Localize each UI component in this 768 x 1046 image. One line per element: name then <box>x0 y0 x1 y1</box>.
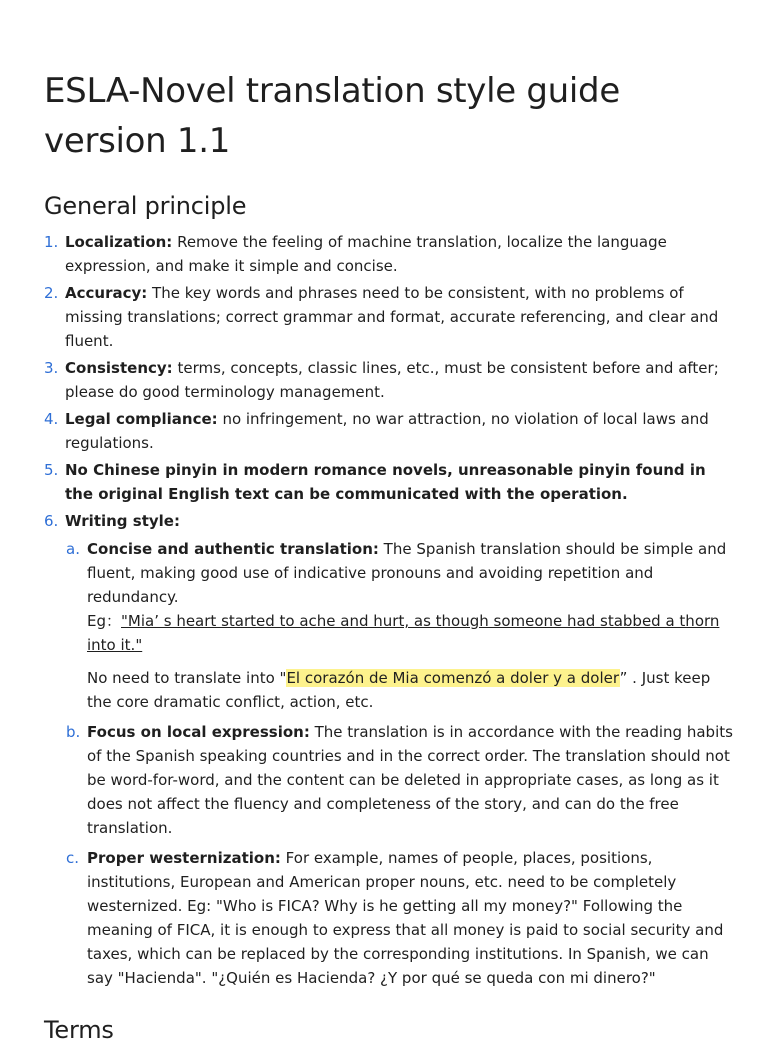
list-marker: b. <box>66 723 81 741</box>
item-text: Remove the feeling of machine translation, localize the language expression, and make it simple and concise. <box>65 233 667 275</box>
sub-list-item <box>65 720 734 840</box>
document <box>44 66 734 1046</box>
page-title: ESLA-Novel translation style guide version 1.1 <box>44 71 620 161</box>
item-text: terms, concepts, classic lines, etc., must be consistent before and after; please do good terminology management. <box>65 359 719 401</box>
item-lead: Accuracy: <box>65 284 148 302</box>
list-marker: 6. <box>44 512 59 530</box>
item-lead: Proper westernization: <box>87 849 281 867</box>
item-text: For example, names of people, places, positions, institutions, European and American proper nouns, etc. need to be completely westernized. Eg: "Who is FICA? Why is he getting all my money?" Following the meaning of FICA, it is enough to express that all money is paid to social security and taxes, which can be replaced by the corresponding institutions. In Spanish, we can say "Hacienda". "¿Quién es Hacienda? ¿Y por qué se queda con mi dinero?" <box>87 849 724 987</box>
list-marker: 1. <box>44 233 59 251</box>
example-prefix: Eg： <box>87 612 121 630</box>
item-lead: Consistency: <box>65 359 173 377</box>
example-line <box>87 609 734 657</box>
list-item <box>44 230 734 278</box>
sub-list-item <box>65 537 734 714</box>
section-heading-general: General principle <box>44 192 247 220</box>
section-heading-terms: Terms <box>44 1016 114 1044</box>
example-quote: "Mia’ s heart started to ache and hurt, as though someone had stabbed a thorn into it." <box>87 612 720 654</box>
item-text: The translation is in accordance with the reading habits of the Spanish speaking countries and in the correct order. The translation should not be word-for-word, and the content can be deleted in appropriate cases, as long as it does not affect the fluency and completeness of the story, and can do the free translation. <box>87 723 733 837</box>
item-lead: Concise and authentic translation: <box>87 540 379 558</box>
list-item-writing-style <box>44 509 734 990</box>
list-item <box>44 281 734 353</box>
note-after: ” . Just keep the core dramatic conflict, action, etc. <box>87 669 711 711</box>
item-text: The Spanish translation should be simple and fluent, making good use of indicative pronouns and avoiding repetition and redundancy. <box>87 540 727 606</box>
list-marker: a. <box>66 540 80 558</box>
list-item <box>44 407 734 455</box>
writing-style-list <box>65 537 734 990</box>
list-item <box>44 356 734 404</box>
item-lead: Focus on local expression: <box>87 723 310 741</box>
list-marker: 5. <box>44 461 59 479</box>
list-marker: 3. <box>44 359 59 377</box>
item-lead: Writing style: <box>65 512 180 530</box>
note-line <box>87 666 734 714</box>
list-marker: 4. <box>44 410 59 428</box>
item-text: The key words and phrases need to be consistent, with no problems of missing translations; correct grammar and format, accurate referencing, and clear and fluent. <box>65 284 719 350</box>
list-marker: 2. <box>44 284 59 302</box>
highlighted-phrase: El corazón de Mia comenzó a doler y a doler <box>286 669 620 687</box>
principles-list <box>44 230 734 990</box>
item-lead: No Chinese pinyin in modern romance novels, unreasonable pinyin found in the original English text can be communicated with the operation. <box>65 461 706 503</box>
item-lead: Localization: <box>65 233 173 251</box>
sub-list-item <box>65 846 734 990</box>
list-marker: c. <box>66 849 80 867</box>
list-item <box>44 458 734 506</box>
item-text: no infringement, no war attraction, no violation of local laws and regulations. <box>65 410 709 452</box>
item-lead: Legal compliance: <box>65 410 218 428</box>
note-before: No need to translate into " <box>87 669 287 687</box>
